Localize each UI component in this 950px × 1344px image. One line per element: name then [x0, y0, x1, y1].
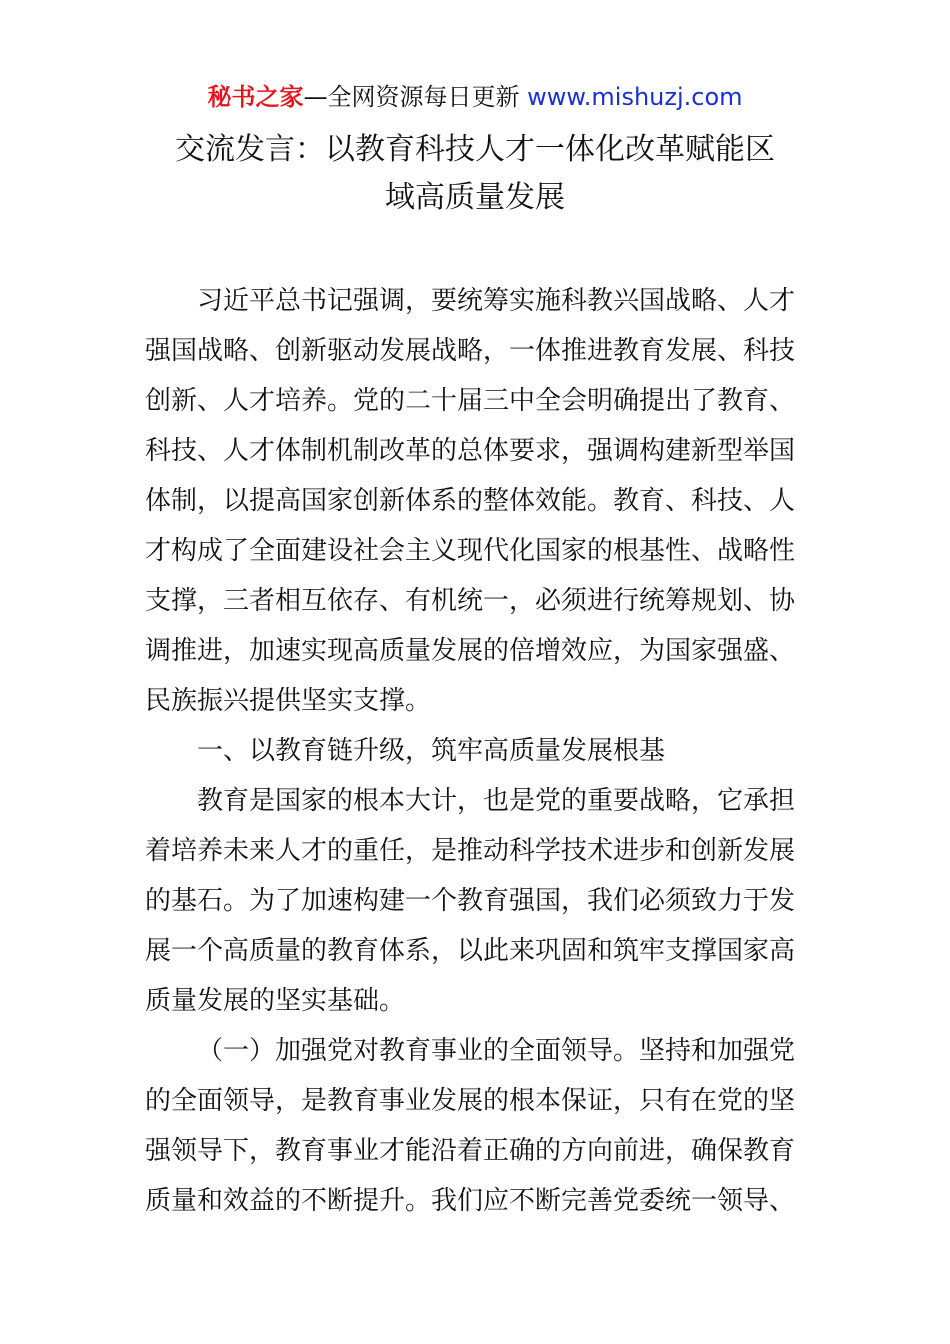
body-line: 调推进，加速实现高质量发展的倍增效应，为国家强盛、	[145, 636, 796, 666]
body-line: 展一个高质量的教育体系，以此来巩固和筑牢支撑国家高	[145, 936, 796, 966]
body-line: 的基石。为了加速构建一个教育强国，我们必须致力于发	[145, 886, 796, 916]
body-line: 强领导下，教育事业才能沿着正确的方向前进，确保教育	[145, 1136, 796, 1166]
body-line: 才构成了全面建设社会主义现代化国家的根基性、战略性	[145, 536, 796, 566]
site-tagline: —全网资源每日更新	[303, 83, 520, 111]
section-heading: 一、以教育链升级，筑牢高质量发展根基	[197, 736, 666, 766]
body-line: 支撑，三者相互依存、有机统一，必须进行统筹规划、协	[145, 586, 796, 616]
document-title	[130, 126, 820, 222]
site-header	[0, 80, 950, 114]
body-line: 质量发展的坚实基础。	[145, 986, 406, 1016]
document-title-line-2: 域高质量发展	[385, 180, 565, 215]
body-line: 科技、人才体制机制改革的总体要求，强调构建新型举国	[145, 436, 796, 466]
body-line: 习近平总书记强调，要统筹实施科教兴国战略、人才	[197, 286, 796, 316]
body-line: 民族振兴提供坚实支撑。	[145, 686, 432, 716]
site-url-link[interactable]: www.mishuzj.com	[527, 83, 743, 111]
document-body	[145, 276, 810, 1226]
body-line: 教育是国家的根本大计，也是党的重要战略，它承担	[197, 786, 796, 816]
document-title-line-1: 交流发言：以教育科技人才一体化改革赋能区	[175, 132, 775, 167]
body-line: 强国战略、创新驱动发展战略，一体推进教育发展、科技	[145, 336, 796, 366]
body-line: 体制，以提高国家创新体系的整体效能。教育、科技、人	[145, 486, 796, 516]
body-line: 创新、人才培养。党的二十届三中全会明确提出了教育、	[145, 386, 796, 416]
body-line: （一）加强党对教育事业的全面领导。坚持和加强党	[197, 1036, 796, 1066]
body-line: 质量和效益的不断提升。我们应不断完善党委统一领导、	[145, 1186, 796, 1216]
body-line: 着培养未来人才的重任，是推动科学技术进步和创新发展	[145, 836, 796, 866]
site-brand: 秘书之家	[207, 83, 304, 111]
body-line: 的全面领导，是教育事业发展的根本保证，只有在党的坚	[145, 1086, 796, 1116]
